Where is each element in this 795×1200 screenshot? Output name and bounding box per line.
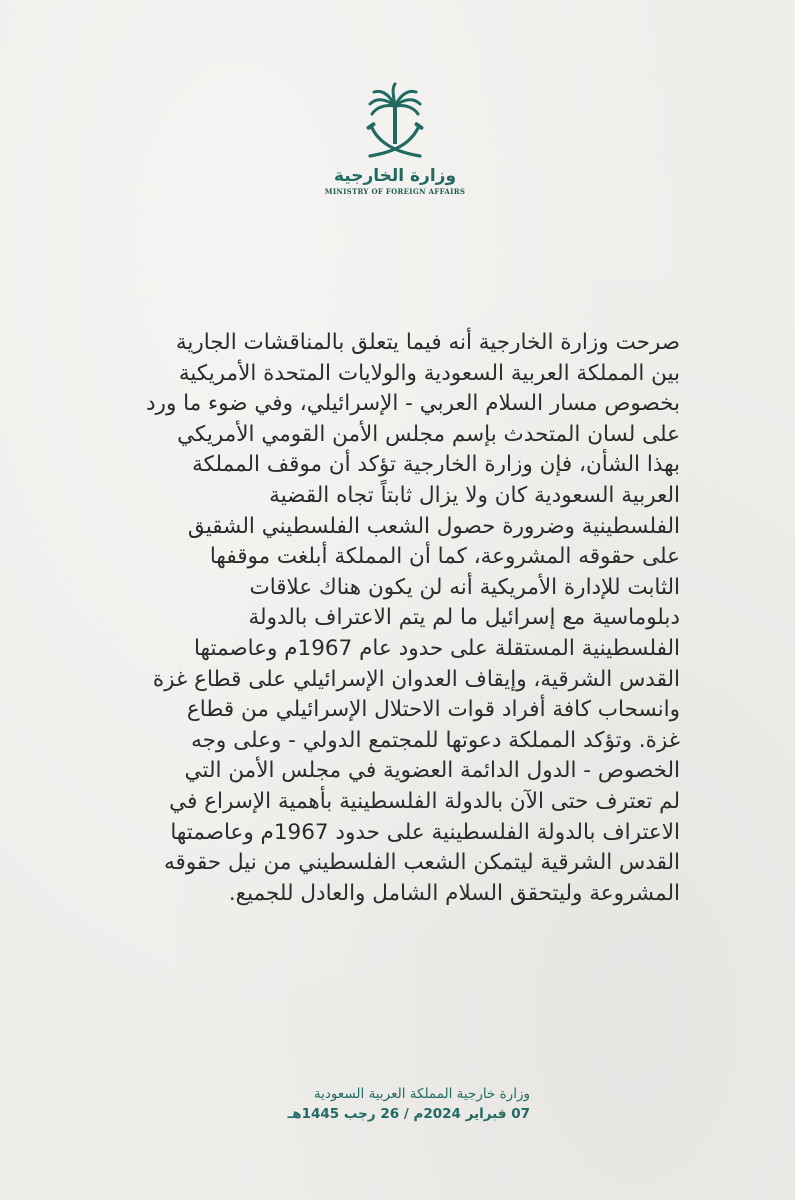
statement-line: الثابت للإدارة الأمريكية أنه لن يكون هناك علاقات [249,574,680,600]
statement-line: على حقوقه المشروعة، كما أن المملكة أبلغت موقفها [209,544,680,570]
statement-line: غزة. وتؤكد المملكة دعوتها للمجتمع الدولي - وعلى وجه [191,727,680,753]
statement-line: القدس الشرقية، وإيقاف العدوان الإسرائيلي على قطاع غزة [152,666,680,692]
statement-line: العربية السعودية كان ولا يزال ثابتاً تجاه القضية [269,482,680,508]
statement-line: بهذا الشأن، فإن وزارة الخارجية تؤكد أن موقف المملكة [192,452,680,478]
statement-line: بين المملكة العربية السعودية والولايات المتحدة الأمريكية [178,360,680,386]
statement-line: بخصوص مسار السلام العربي - الإسرائيلي، وفي ضوء ما ورد [145,391,680,417]
statement-line: الفلسطينية وضرورة حصول الشعب الفلسطيني الشقيق [187,513,680,539]
footer-date: 07 فبراير 2024م / 26 رجب 1445هـ [287,1106,530,1122]
statement-line: المشروعة وليتحقق السلام الشامل والعادل للجميع. [228,880,680,906]
logo-arabic-wordmark: وزارة الخارجية [333,166,457,186]
signature-footer [200,1085,530,1125]
footer-organization: وزارة خارجية المملكة العربية السعودية [313,1086,530,1102]
statement-line: على لسان المتحدث بإسم مجلس الأمن القومي الأمريكي [177,421,680,447]
statement-line: دبلوماسية مع إسرائيل ما لم يتم الاعتراف بالدولة [248,605,680,631]
statement-line: لم تعترف حتى الآن بالدولة الفلسطينية بأهمية الإسراع في [169,788,680,814]
statement-line: الاعتراف بالدولة الفلسطينية على حدود 1967م وعاصمتها [170,819,680,845]
statement-line: الفلسطينية المستقلة على حدود عام 1967م وعاصمتها [194,635,680,661]
statement-body [110,328,680,909]
logo-english-wordmark: MINISTRY OF FOREIGN AFFAIRS [324,187,466,196]
statement-line: وانسحاب كافة أفراد قوات الاحتلال الإسرائيلي من قطاع [186,697,680,723]
statement-line: الخصوص - الدول الدائمة العضوية في مجلس الأمن التي [184,758,680,784]
statement-line: القدس الشرقية ليتمكن الشعب الفلسطيني من نيل حقوقه [164,850,680,876]
statement-line: صرحت وزارة الخارجية أنه فيما يتعلق بالمناقشات الجارية [175,330,680,355]
